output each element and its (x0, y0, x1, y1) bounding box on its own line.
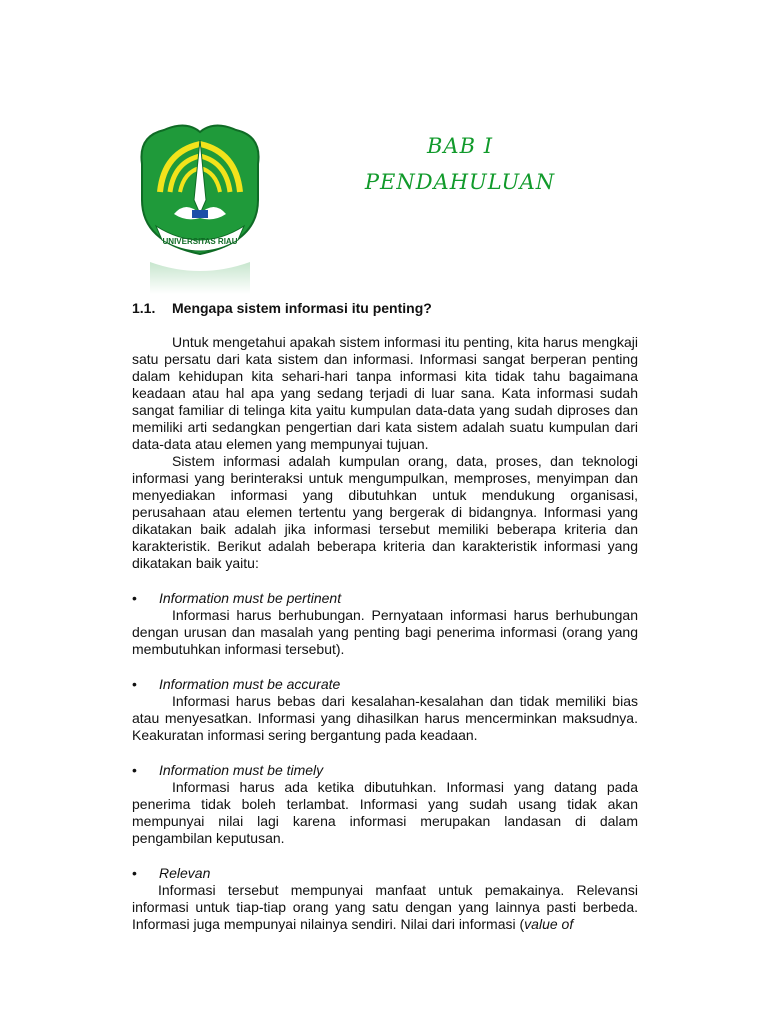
university-logo (134, 122, 266, 294)
bullet-body: Informasi tersebut mempunyai manfaat untuk pemakainya. Relevansi informasi untuk tiap-tiap orang yang satu dengan yang lainnya pasti berbeda. Informasi juga mempunyai nilainya sendiri. Nilai dari informasi (value of (132, 882, 638, 932)
list-item (132, 590, 638, 658)
bullet-title: • Information must be timely (132, 762, 324, 778)
list-item (132, 676, 638, 744)
bullet-icon: • (132, 865, 137, 881)
body-content (132, 334, 638, 933)
section-heading-text: Mengapa sistem informasi itu penting? (172, 300, 432, 316)
paragraph: Untuk mengetahui apakah sistem informasi itu penting, kita harus mengkaji satu persatu dari kata sistem dan informasi. Informasi sangat berperan penting dalam kehidupan kita sehari-hari tanpa informasi kita tidak tahu bagaimana keadaan atau hal apa yang sedang terjadi di luar sana. Kata informasi sudah sangat familiar di telinga kita yaitu kumpulan data-data yang sudah diproses dan memiliki arti sedangkan pengertian dari kata sistem adalah suatu kumpulan dari data-data atau elemen yang mempunyai tujuan. (132, 334, 638, 452)
section-number: 1.1. (132, 300, 156, 316)
section-heading (132, 300, 642, 316)
list-item (132, 865, 638, 933)
bullet-body: Informasi harus ada ketika dibutuhkan. Informasi yang datang pada penerima tidak boleh terlambat. Informasi yang sudah usang tidak akan mempunyai nilai lagi karena informasi merupakan landasan di dalam pengambilan keputusan. (132, 779, 638, 846)
bullet-title: • Information must be accurate (132, 676, 341, 692)
bullet-body: Informasi harus berhubungan. Pernyataan informasi harus berhubungan dengan urusan dan masalah yang penting bagi penerima informasi (orang yang membutuhkan informasi tersebut). (132, 607, 638, 657)
list-item (132, 762, 638, 847)
chapter-number: BAB I (426, 134, 493, 158)
bullet-icon: • (132, 676, 137, 692)
svg-text:UNIVERSITAS RIAU: UNIVERSITAS RIAU (162, 237, 238, 246)
paragraph: Sistem informasi adalah kumpulan orang, data, proses, dan teknologi informasi yang berinteraksi untuk mengumpulkan, memproses, menyimpan dan menyediakan informasi yang dibutuhkan untuk mendukung organisasi, perusahaan atau elemen tertentu yang bergerak di bidangnya. Informasi yang dikatakan baik adalah jika informasi tersebut memiliki beberapa kriteria dan karakteristik. Berikut adalah beberapa kriteria dan karakteristik informasi yang dikatakan baik yaitu: (132, 453, 638, 571)
bullet-icon: • (132, 762, 137, 778)
bullet-title: • Relevan (132, 865, 211, 881)
bullet-body: Informasi harus bebas dari kesalahan-kesalahan dan tidak memiliki bias atau menyesatkan. Informasi yang dihasilkan harus mencerminkan maksudnya. Keakuratan informasi sering bergantung pada keadaan. (132, 693, 638, 743)
bullet-title: • Information must be pertinent (132, 590, 342, 606)
chapter-title: PENDAHULUAN (364, 170, 556, 194)
bullet-icon: • (132, 590, 137, 606)
